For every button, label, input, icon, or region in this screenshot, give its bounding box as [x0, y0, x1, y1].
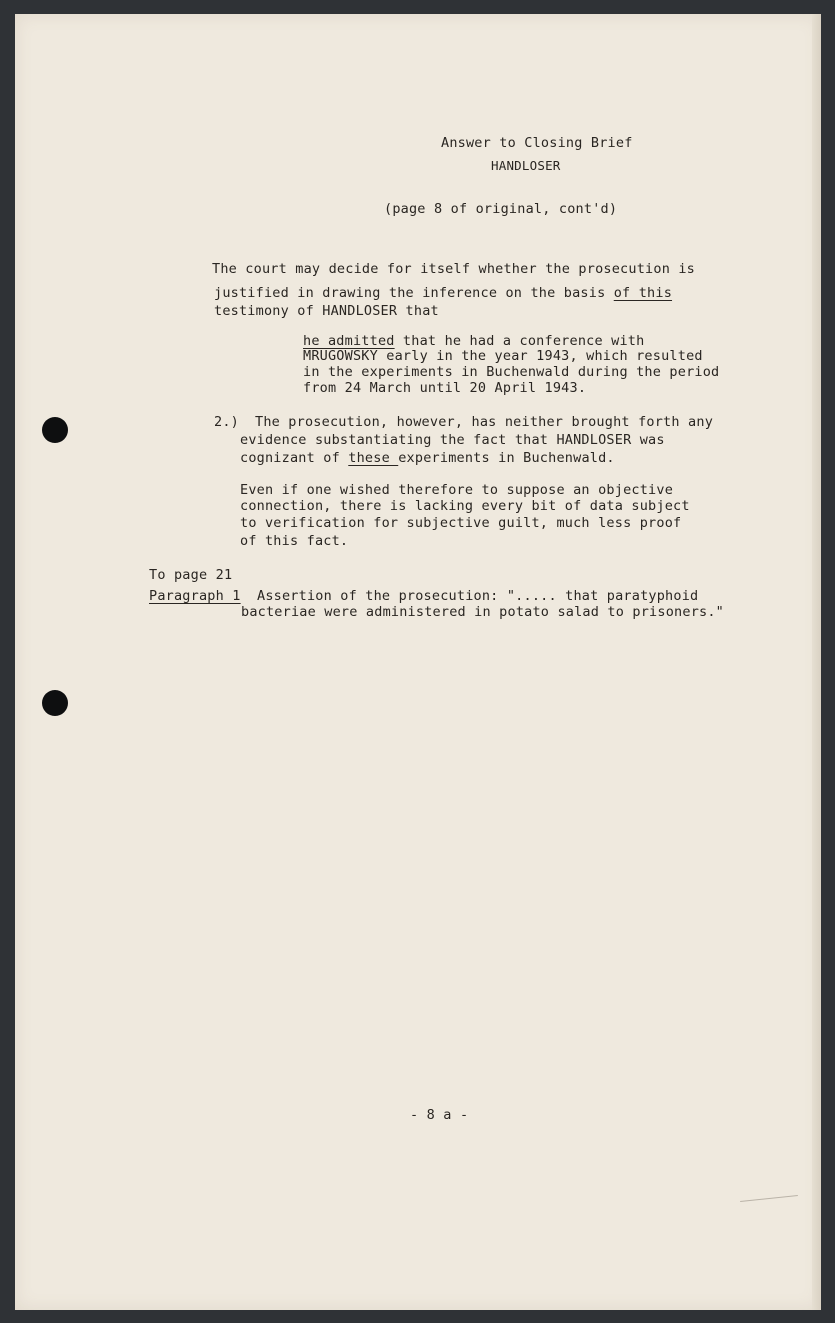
quote-line1 — [303, 333, 644, 349]
document-title: Answer to Closing Brief — [441, 135, 633, 151]
paper-edge — [812, 14, 821, 1310]
underlined-he-admitted: he admitted — [303, 333, 395, 349]
punch-hole-bottom — [42, 690, 68, 716]
point2-line1: The prosecution, however, has neither brought forth any — [255, 414, 714, 430]
quote-line1-text: that he had a conference with — [394, 333, 645, 349]
point2-number: 2.) — [214, 414, 239, 430]
para1-line2 — [214, 285, 672, 301]
assertion-line1: Assertion of the prosecution: "..... that paratyphoid — [257, 588, 699, 604]
para1-line3: testimony of HANDLOSER that — [214, 303, 439, 319]
document-subject: HANDLOSER — [491, 158, 561, 173]
underlined-these: these — [348, 450, 399, 466]
page-number: - 8 a - — [410, 1107, 469, 1123]
para1-line2-text: justified in drawing the inference on the basis — [214, 285, 614, 301]
to-page-heading: To page 21 — [149, 567, 233, 583]
punch-hole-top — [42, 417, 68, 443]
assertion-line2: bacteriae were administered in potato salad to prisoners." — [241, 604, 725, 620]
point2-line3 — [240, 450, 615, 466]
point2-line3-end: experiments in Buchenwald. — [398, 450, 615, 466]
underlined-of-this: of this — [613, 285, 673, 301]
para3-line3: to verification for subjective guilt, much less proof — [240, 515, 682, 531]
paragraph-label: Paragraph 1 — [149, 588, 241, 604]
para3-line1: Even if one wished therefore to suppose an objective — [240, 482, 674, 498]
para1-line1: The court may decide for itself whether the prosecution is — [212, 261, 696, 277]
quote-line2: MRUGOWSKY early in the year 1943, which resulted — [303, 348, 703, 364]
para3-line4: of this fact. — [240, 533, 349, 549]
para3-line2: connection, there is lacking every bit of data subject — [240, 498, 690, 514]
page-reference: (page 8 of original, cont'd) — [384, 201, 618, 217]
point2-line2: evidence substantiating the fact that HANDLOSER was — [240, 432, 665, 448]
quote-line4: from 24 March until 20 April 1943. — [303, 380, 587, 396]
point2-line3-text: cognizant of — [240, 450, 349, 466]
quote-line3: in the experiments in Buchenwald during the period — [303, 364, 720, 380]
